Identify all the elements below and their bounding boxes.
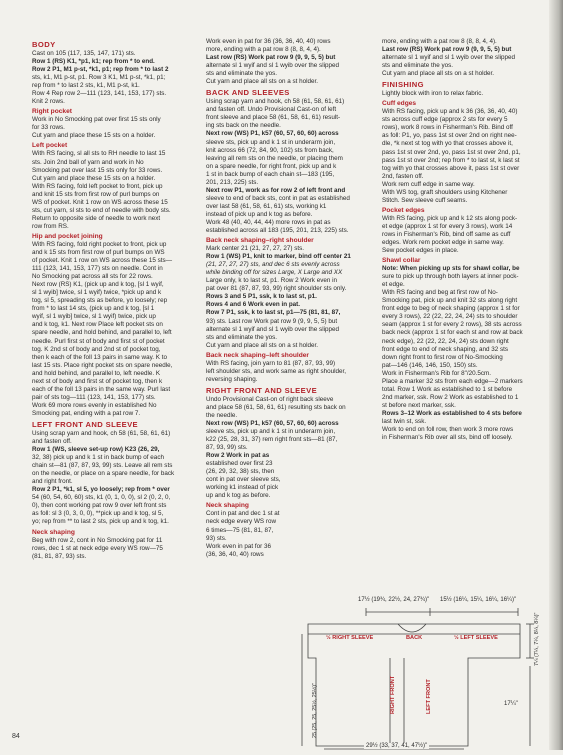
text-line: sts. Join 2nd ball of yarn and work in No	[32, 158, 144, 166]
text-line: Cont in pat and dec 1 st at	[206, 510, 280, 518]
text-line: Work to end on foll row, then work 3 more rows	[382, 426, 514, 434]
text-line: and right front.	[32, 478, 73, 486]
text-line: rows), work 8 rows in Fisherman's Rib. Bind off	[382, 124, 513, 132]
text-line: rows in Fisherman's Rib, bind off same as cuff	[382, 230, 511, 238]
text-line: pat over 81 (87, 87, 93, 99) right shoulder sts only.	[206, 285, 347, 293]
text-line: back neck (approx 1 st for each st and row at back	[382, 329, 523, 337]
schematic-top-width: 17½ (19¾, 22½, 24, 27¾)"	[358, 597, 430, 603]
text-line: sts across cuff edge (approx 2 sts for every 5	[382, 116, 508, 124]
text-line: Large only, k to last st, p1. Row 2 Work even in	[206, 277, 338, 285]
section-heading: Shawl collar	[382, 257, 421, 265]
text-line: down right front to first row of No-Smocking	[382, 353, 503, 361]
text-line: neck edge every WS row	[206, 518, 276, 526]
text-line: Work 48 (40, 40, 44, 44) more rows in pat as	[206, 218, 331, 226]
column-3	[382, 38, 542, 442]
section-heading: Neck shaping	[32, 528, 75, 536]
text-line: knit across 66 (72, 84, 90, 102) sts from back,	[206, 146, 334, 154]
text-line: tog. K 2nd st of body and 2nd st of pocket tog,	[32, 345, 161, 353]
text-line: 93) sts.	[206, 534, 227, 542]
schematic-bottom-width: 29½ (33, 37, 41, 47½)"	[366, 743, 428, 749]
text-line: working k1 instead of pick	[206, 484, 279, 492]
text-line: Using scrap yarn and hook, ch 58 (61, 58, 61, 61)	[32, 429, 171, 437]
text-line: front sleeve and place 58 (61, 58, 61, 61) result-	[206, 114, 341, 122]
text-line: No Smocking pat across all sts for 22 rows.	[32, 273, 153, 281]
text-line: Note: When picking up sts for shawl collar, be	[382, 265, 520, 273]
text-line: et edge.	[382, 281, 405, 289]
text-line: established over first 23	[206, 460, 273, 468]
section-heading: Pocket edges	[382, 206, 425, 214]
text-line: pat—146 (146, 146, 150, 150) sts.	[382, 361, 478, 369]
text-line: 87, 93, 99) sts.	[206, 444, 248, 452]
text-line: Rows 3 and 5 P1, ssk, k to last st, p1.	[206, 293, 317, 301]
text-line: Beg with row 2, cont in No Smocking pat for 11	[32, 536, 163, 544]
text-line: Cut yarn and place these 15 sts on a holder.	[32, 132, 156, 140]
section-heading: Hip and pocket joining	[32, 232, 103, 240]
schematic-right-sleeve-label: ½ RIGHT SLEEVE	[326, 635, 374, 641]
text-line: Row 1 (WS, sleeve set-up row) K23 (26, 29,	[32, 446, 160, 454]
text-line: pair of sts tog—111 (123, 141, 153, 177) sts.	[32, 393, 156, 401]
text-line: Cut yarn and place all sts on a st holder.	[206, 78, 319, 86]
text-line: 111 (123, 141, 153, 177) sts on needle. Cont in	[32, 265, 163, 273]
text-line: With RS facing, pick up and k 36 (36, 36, 40, 40)	[382, 108, 518, 116]
text-line: Work even in pat for 36 (36, 36, 40, 40) rows	[206, 38, 331, 45]
text-line: reversing shaping.	[206, 375, 258, 383]
text-line: Smocking pat, pick up and knit 32 sts along right	[382, 297, 518, 305]
text-line: Smocking pat, ending with a pat row 7.	[32, 409, 141, 417]
text-line: With WS tog, graft shoulders using Kitchener	[382, 188, 508, 196]
text-line: alternate sl 1 wyif and sl 1 wyib over the slipped	[206, 325, 340, 333]
text-line: then k each of the foll 13 pairs in same way. K to	[32, 353, 167, 361]
text-line: Row 7 P1, ssk, k to last st, p1—75 (81, 81, 87,	[206, 309, 341, 317]
text-line: 2nd marker, ssk. Row 2 Work as established to 1	[382, 393, 519, 401]
section-heading: BODY	[32, 40, 56, 49]
section-heading: Left pocket	[32, 142, 68, 150]
section-heading: Back neck shaping–right shoulder	[206, 237, 314, 245]
text-line: leaving all rem sts on the needle, or placing them	[206, 154, 343, 162]
column-1	[32, 38, 200, 561]
section-heading: RIGHT FRONT AND SLEEVE	[206, 385, 318, 395]
text-line: last twin st, ssk.	[382, 417, 427, 425]
text-line: wyif, sl 1 wyib] twice, sl 1 wyif) twice, pick up	[32, 313, 156, 321]
text-line: every 3 rows), 22 (22, 22, 24, 24) sts to shoulder	[382, 313, 518, 321]
text-line: Knit 2 rows.	[32, 98, 65, 106]
text-line: Place a marker 32 sts from each edge—2 markers	[382, 377, 523, 385]
text-line: of pocket. Knit 1 row on WS across these 15 sts—	[32, 257, 172, 265]
text-line: Row 4 Rep row 2—111 (123, 141, 153, 177) sts.	[32, 90, 167, 98]
text-line: sts and eliminate the yos.	[206, 70, 278, 78]
schematic-sleeve-depth: 7¼ (7¼, 7¼, 8¼, 8¼)"	[534, 612, 540, 666]
text-line: With RS facing, fold left pocket to front, pick up	[32, 182, 163, 190]
text-line: (36, 36, 40, 40) rows	[206, 550, 264, 558]
text-line: yo; rep from ** to last 2 sts, pick up and k tog, k1.	[32, 518, 169, 526]
text-line: sts, cut yarn, sl sts to end of needle with body sts.	[32, 206, 171, 214]
text-line: Next row (WS) P1, k57 (60, 57, 60, 60) across	[206, 419, 339, 427]
text-line: With RS facing and beg at first row of No-	[382, 289, 498, 297]
section-heading: Back neck shaping–left shoulder	[206, 351, 309, 359]
text-line: tog, sl 5, spreading sts as before, yo loosely; rep	[32, 297, 168, 305]
text-line: and fasten off. Undo Provisional Cast-on of left	[206, 106, 337, 114]
text-line: With RS facing, join yarn to 81 (87, 87, 93, 99)	[206, 359, 336, 367]
text-line: Next row P1, work as for row 2 of left front and	[206, 186, 346, 194]
text-line: neck edge), 22 (22, 22, 24, 24) sts down right	[382, 337, 509, 345]
book-spine-shadow	[549, 0, 563, 750]
text-line: Mark center 21 (21, 27, 27, 27) sts.	[206, 245, 304, 253]
text-line: dle, *k next st tog with yo that crosses above it,	[382, 140, 513, 148]
text-line: Stitch. Sew sleeve cuff seams.	[382, 196, 468, 204]
text-line: from * to last 14 sts, (pick up and k tog, [sl 1	[32, 305, 155, 313]
text-line: Smocking pat over last 15 sts only for 33 rows.	[32, 166, 163, 174]
text-line: on the needle, or place on a spare needle, for back	[32, 470, 175, 478]
section-heading: Neck shaping	[206, 502, 249, 510]
text-line: alternate sl 1 wyif and sl 1 wyib over the slipped	[382, 54, 516, 62]
text-line: Next row (WS) P1, k57 (60, 57, 60, 60) across	[206, 130, 339, 138]
column-2	[206, 38, 374, 559]
text-line: and place 58 (61, 58, 61, 61) resulting sts back on	[206, 403, 346, 411]
text-line: (81, 81, 87, 93) sts.	[32, 552, 87, 560]
text-line: row from RS.	[32, 222, 69, 230]
text-line: With RS facing, sl all sts to RH needle to last 15	[32, 150, 166, 158]
text-line: Work even in pat for 36	[206, 542, 271, 550]
text-line: (21, 27, 27, 27) sts, and dec 6 sts evenly across	[206, 261, 340, 269]
text-line: rep from * to last 2 sts, k1, M1 p-st, k1.	[32, 82, 140, 90]
text-line: the needle.	[206, 411, 238, 419]
text-line: 2nd, fasten off.	[382, 172, 424, 180]
schematic-left-front-label: LEFT FRONT	[426, 679, 432, 714]
text-line: each of the foll 13 pairs in the same way. Purl last	[32, 385, 171, 393]
text-line: left shoulder sts, and work same as right shoulder,	[206, 367, 347, 375]
text-line: more, ending with a pat row 8 (8, 8, 4, 4).	[206, 46, 321, 54]
text-line: sts and eliminate the yos.	[382, 62, 454, 70]
text-line: sleeve sts, pick up and k 1 st in underarm join,	[206, 428, 336, 436]
text-line: as foll: P1, yo, pass 1st st over 2nd on right nee-	[382, 132, 517, 140]
text-line: Row 1 (WS) P1, knit to marker, bind off center 21	[206, 253, 351, 261]
text-line: cont in pat over sleeve sts,	[206, 476, 281, 484]
section-heading: FINISHING	[382, 80, 424, 90]
text-line: sl 1 wyib] twice, sl 1 wyif) twice, *pick up and k	[32, 289, 162, 297]
sweater-schematic	[294, 597, 548, 750]
text-line: Row 2 P1, M1 p-st, *k1, p1; rep from * to last 2	[32, 66, 169, 74]
schematic-left-sleeve-label: ½ LEFT SLEEVE	[454, 635, 498, 641]
text-line: Rows 3–12 Work as established to 4 sts before	[382, 409, 522, 417]
text-line: instead of pick up and k tog as before.	[206, 210, 313, 218]
text-line: Return to opposite side of needle to work next	[32, 214, 161, 222]
text-line: and fasten off.	[32, 438, 72, 446]
text-line: for 33 rows.	[32, 124, 65, 132]
text-line: st before next marker, ssk.	[382, 401, 456, 409]
text-line: Cut yarn and place these 15 sts on a holder.	[32, 174, 156, 182]
section-heading: BACK AND SLEEVES	[206, 88, 290, 98]
text-line: 54 (60, 54, 60, 60) sts, k1 (0, 1, 0, 0), sl 2 (0, 2, 0,	[32, 494, 171, 502]
text-line: Work in Fisherman's Rib for 8"/20.5cm.	[382, 369, 492, 377]
text-line: sleeve to end of back sts, cont in pat as established	[206, 194, 350, 202]
section-heading: LEFT FRONT AND SLEEVE	[32, 419, 138, 429]
text-line: needle. Purl first st of body and first st of pocket	[32, 337, 165, 345]
section-heading: Cuff edges	[382, 100, 417, 108]
text-line: total. Row 1 Work as established to 1 st before	[382, 385, 513, 393]
text-line: and k 15 sts from first row of purl bumps on WS	[32, 248, 165, 256]
text-line: et edge (approx 1 st for every 3 rows), work 14	[382, 222, 513, 230]
text-line: 6 times—75 (81, 81, 87,	[206, 526, 274, 534]
text-line: Row 2 P1, *k1, sl 5, yo loosely; rep from * over	[32, 486, 170, 494]
page-number: 84	[12, 733, 20, 740]
text-line: With RS facing, pick up and k 12 sts along pock-	[382, 214, 518, 222]
text-line: next st of body and first st of pocket tog, then k	[32, 377, 163, 385]
schematic-right-front-label: RIGHT FRONT	[390, 675, 396, 714]
text-line: k22 (25, 28, 31, 37) rem right front sts—81 (87,	[206, 436, 338, 444]
text-line: Cut yarn and place all sts on a st holder.	[206, 341, 319, 349]
text-line: 201, 213, 225) sts.	[206, 178, 259, 186]
text-line: sts, k1, M1 p-st, p1. Row 3 K1, M1 p-st, *k1, p1;	[32, 74, 166, 82]
text-line: 0), then cont working pat row 9 over left front sts	[32, 502, 167, 510]
text-line: pass 1st st over 2nd, yo, pass 1st st over 2nd, p1,	[382, 148, 521, 156]
text-line: sts and eliminate the yos.	[206, 333, 278, 341]
text-line: Rows 4 and 6 Work even in pat.	[206, 301, 301, 309]
text-line: in Fisherman's Rib over all sts, bind off loosely.	[382, 434, 513, 442]
text-line: on a spare needle, for right front, pick up and k	[206, 162, 337, 170]
text-line: last 15 sts. Place right pocket sts on spare needle,	[32, 361, 173, 369]
text-line: (26, 29, 32, 38) sts, then	[206, 468, 275, 476]
text-line: WS of pocket. Knit 1 row on WS across these 15	[32, 198, 168, 206]
text-line: front edge to beg of neck shaping (approx 1 st for	[382, 305, 520, 313]
text-line: Work rem cuff edge in same way.	[382, 180, 475, 188]
section-heading: Right pocket	[32, 108, 72, 116]
text-line: more, ending with a pat row 8 (8, 8, 4, 4).	[382, 38, 497, 45]
text-line: chain st—81 (87, 87, 93, 99) sts. Leave all rem sts	[32, 462, 173, 470]
text-line: Row 1 (RS) K1, *p1, k1; rep from * to end.	[32, 58, 155, 66]
text-line: up and k tog as before.	[206, 492, 271, 500]
text-line: edges. Work rem pocket edge in same way.	[382, 238, 504, 246]
text-line: while binding off for sizes Large, X Large and XX	[206, 269, 343, 277]
text-line: Using scrap yarn and hook, ch 58 (61, 58, 61, 61)	[206, 98, 345, 106]
text-line: Cut yarn and place all sts on a st holder.	[382, 70, 495, 78]
text-line: sure to pick up through both layers at inner pock-	[382, 273, 519, 281]
text-line: Next row (RS) K1, (pick up and k tog, [sl 1 wyif,	[32, 281, 164, 289]
text-line: alternate sl 1 wyif and sl 1 wyib over the slipped	[206, 62, 340, 70]
text-line: and hold behind, and parallel to, left needle. K	[32, 369, 161, 377]
text-line: Work 69 more rows evenly in established No	[32, 401, 157, 409]
text-line: Row 2 Work in pat as	[206, 452, 270, 460]
text-line: over last 58 (61, 58, 61, 61) sts, working k1	[206, 202, 327, 210]
text-line: pass 1st st over 2nd; rep from * to last st, k last st	[382, 156, 520, 164]
text-line: Cast on 105 (117, 135, 147, 171) sts.	[32, 50, 136, 57]
schematic-top-right-width: 15½ (16¼, 15¼, 16¼, 16¼)"	[440, 597, 517, 603]
text-line: Last row (RS) Work pat row 9 (9, 9, 5, 5) but	[382, 46, 512, 54]
text-line: rows, dec 1 st at neck edge every WS row—75	[32, 544, 163, 552]
text-line: 93) sts. Last row Work pat row 9 (9, 9, 5, 5) but	[206, 317, 338, 325]
text-line: as foll: sl 3 (0, 3, 0, 0), **pick up and k tog, sl 5,	[32, 510, 164, 518]
schematic-total-length: 25 (25, 25, 25½, 25½)"	[312, 683, 318, 738]
text-line: 32, 38) pick up and k 1 st in back bump of each	[32, 454, 164, 462]
text-line: tog with yo that crosses above it, pass 1st st over	[382, 164, 520, 172]
text-line: With RS facing, fold right pocket to front, pick up	[32, 240, 167, 248]
schematic-outline	[294, 606, 548, 750]
text-line: Lightly block with iron to relax fabric.	[382, 90, 484, 98]
text-line: 1 st in back bump of each chain st—183 (195,	[206, 170, 335, 178]
text-line: spare needle, and hold behind, and parallel to, left	[32, 329, 172, 337]
text-line: and knit 15 sts from first row of purl bumps on	[32, 190, 160, 198]
text-line: Last row (RS) Work pat row 9 (9, 9, 5, 5) but	[206, 54, 336, 62]
text-line: Sew pocket edges in place.	[382, 247, 459, 255]
text-line: sleeve sts, pick up and k 1 st in underarm join,	[206, 138, 336, 146]
text-line: front edge to end of neck shaping, and 32 sts	[382, 345, 509, 353]
text-line: Work in No Smocking pat over first 15 sts only	[32, 116, 161, 124]
text-line: and k tog, k1. Next row Place left pocket sts on	[32, 321, 163, 329]
text-line: Undo Provisional Cast-on of right back sleeve	[206, 395, 334, 403]
text-line: seam (approx 1 st for every 2 rows), 38 sts across	[382, 321, 522, 329]
schematic-body-length: 17¼"	[504, 701, 518, 707]
text-line: ing sts back on the needle.	[206, 122, 281, 130]
schematic-back-label: BACK	[406, 635, 423, 641]
text-line: established across all 183 (195, 201, 213, 225) sts.	[206, 227, 349, 235]
